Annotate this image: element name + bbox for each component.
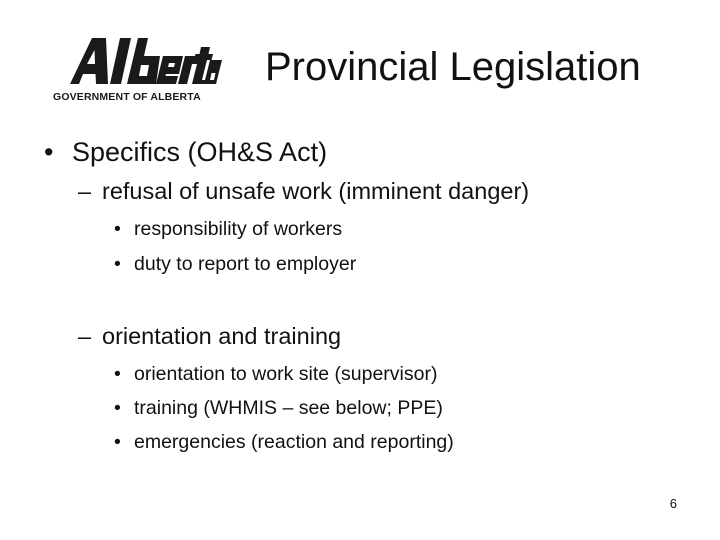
logo-subtitle: GOVERNMENT OF ALBERTA xyxy=(53,91,201,103)
subitem xyxy=(78,321,341,351)
point-text: training (WHMIS – see below; PPE) xyxy=(134,397,443,419)
point-item xyxy=(114,217,342,241)
point-text: emergencies (reaction and reporting) xyxy=(134,431,454,453)
point-text: responsibility of workers xyxy=(134,218,343,240)
subitem-text: orientation and training xyxy=(102,323,342,349)
point-text: orientation to work site (supervisor) xyxy=(134,363,438,385)
point-item xyxy=(114,396,443,420)
bullet-item xyxy=(44,135,327,169)
bullet-text: Specifics (OH&S Act) xyxy=(72,137,328,167)
dot-marker: • xyxy=(114,218,121,240)
alberta-wordmark xyxy=(52,36,224,92)
dot-marker: • xyxy=(114,431,121,453)
point-item xyxy=(114,252,356,276)
subitem xyxy=(78,176,529,206)
point-item xyxy=(114,430,454,454)
alberta-logo xyxy=(52,36,224,106)
dash-marker: – xyxy=(78,323,92,349)
dash-marker: – xyxy=(78,178,92,204)
point-text: duty to report to employer xyxy=(134,253,357,275)
subitem-text: refusal of unsafe work (imminent danger) xyxy=(102,178,530,204)
page-number: 6 xyxy=(669,496,677,511)
dot-marker: • xyxy=(114,363,121,385)
point-item xyxy=(114,362,437,386)
dot-marker: • xyxy=(114,397,121,419)
bullet-marker: • xyxy=(44,137,54,167)
slide-title: Provincial Legislation xyxy=(265,45,641,89)
dot-marker: • xyxy=(114,253,121,275)
